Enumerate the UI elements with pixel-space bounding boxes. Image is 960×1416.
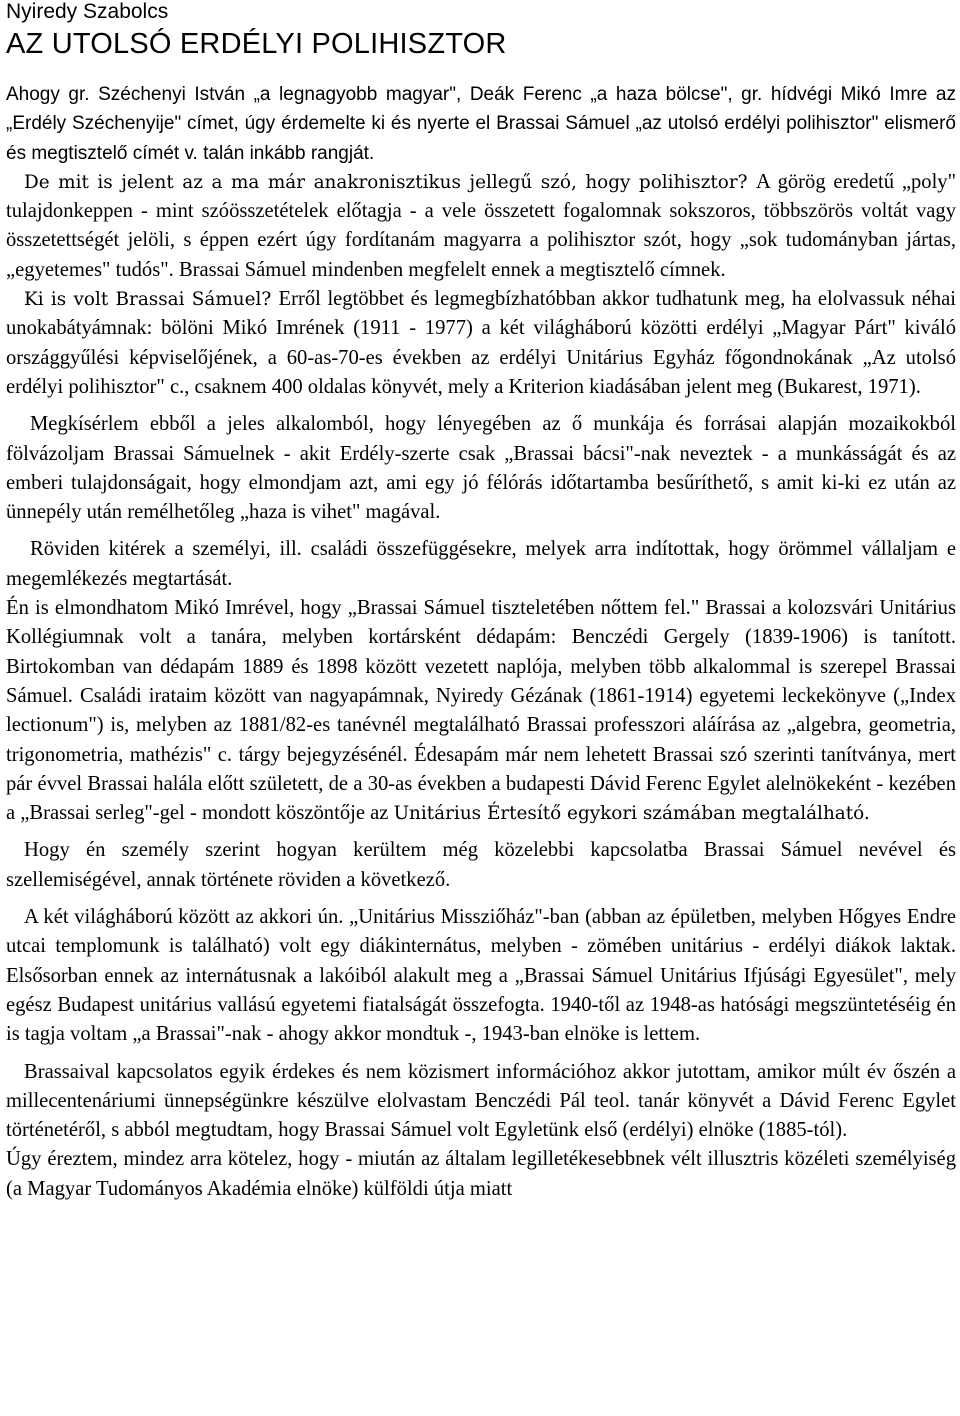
document-title: AZ UTOLSÓ ERDÉLYI POLIHISZTOR [6, 28, 507, 60]
paragraph-6 [6, 594, 956, 828]
author-name: Nyiredy Szabolcs [6, 0, 169, 23]
paragraph-1: Ahogy gr. Széchenyi István „a legnagyobb magyar", Deák Ferenc „a haza bölcse", gr. hídvégi Mikó Imre az „Erdély Széchenyije" címet, úgy érdemelte ki és nyerte el Brassai Sámuel „az utolsó erdélyi polihisztor" elismerő és megtisztelő címét v. talán inkább rangját. [6, 84, 956, 164]
paragraph-2-question: De mit is jelent az a ma már anakronisztikus jellegű szó, hogy polihisztor? [24, 171, 757, 193]
paragraph-10: Úgy éreztem, mindez arra kötelez, hogy - miután az általam legilletékesebbnek vélt illusztris közéleti személyiség (a Magyar Tudományos Akadémia elnöke) külföldi útja miatt [6, 1148, 956, 1200]
paragraph-7: Hogy én személy szerint hogyan kerültem még közelebbi kapcsolatba Brassai Sámuel nevével és szellemiségével, annak története röviden a következő. [6, 839, 956, 891]
paragraph-5: Röviden kitérek a személyi, ill. családi összefüggésekre, melyek arra indítottak, hogy örömmel vállaljam e megemlékezés megtartását. [6, 538, 956, 590]
document-page [6, 0, 956, 1204]
paragraph-3-body: Erről legtöbbet és legmegbízhatóbban akkor tudhatunk meg, ha elolvassuk néhai unokabátyámnak: bölöni Mikó Imrének (1911 - 1977) a két világháború közötti erdélyi „Magyar Párt" kiváló országgyűlési képviselőjének, a 60-as-70-es években az erdélyi Unitárius Egyház főgondnokának „Az utolsó erdélyi polihisztor" c., csaknem 400 oldalas könyvét, mely a Kriterion kiadásában jelent meg (Bukarest, 1971). [6, 288, 956, 398]
paragraph-9: Brassaival kapcsolatos egyik érdekes és nem közismert információhoz akkor jutottam, amikor múlt év őszén a millecentenáriumi ünnepségünkre készülve elolvastam Benczédi Pál teol. tanár könyvét a Dávid Ferenc Egylet történetéről, s abból megtudtam, hogy Brassai Sámuel volt Egyletünk első (erdélyi) elnöke (1885-tól). [6, 1060, 956, 1142]
paragraph-3-question: Ki is volt Brassai Sámuel? [24, 289, 279, 311]
paragraph-2 [6, 168, 956, 285]
paragraph-6-end: Unitárius Értesítő egykori számában megtalálható. [393, 803, 870, 825]
paragraph-3 [6, 285, 956, 402]
paragraph-2-body: A görög eredetű „poly" tulajdonkeppen - mint szóösszetételek előtagja - a vele összetett fogalomnak sokszoros, többszörös voltát vagy összetettségét jelöli, s éppen ezért úgy fordítanám magyarra a polihisztor szót, hogy „sok tudományban jártas, „egyetemes" tudós". [6, 170, 956, 281]
paragraph-4: Megkísérlem ebből a jeles alkalomból, hogy lényegében az ő munkája és forrásai alapján mozaikokból fölvázoljam Brassai Sámuelnek - akit Erdély-szerte csak „Brassai bácsi"-nak neveztek - a munkásságát és az emberi tulajdonságait, hogy elmondjam azt, ami egy jó félórás időtartamba besűríthető, s amit ki-ki ez után az ünnepély után remélhetőleg „haza is vihet" magával. [6, 413, 956, 524]
paragraph-8: A két világháború között az akkori ún. „Unitárius Missziőház"-ban (abban az épületben, melyben Hőgyes Endre utcai templomunk is található) volt egy diákinternátus, melyben - zömében unitárius - erdélyi diákok laktak. Elsősorban ennek az internátusnak a lakóiból alakult meg a „Brassai Sámuel Unitárius Ifjúsági Egyesület", mely egész Budapest unitárius vallású egyetemi fiatalságát összefogta. 1940-től az 1948-as hatósági megszüntetéséig én is tagja voltam „a Brassai"-nak - ahogy akkor mondtuk -, 1943-ban elnöke is lettem. [6, 906, 956, 1046]
paragraph-2-end: Brassai Sámuel mindenben megfelelt ennek a megtisztelő címnek. [178, 258, 726, 281]
paragraph-6-body: Én is elmondhatom Mikó Imrével, hogy „Brassai Sámuel tiszteletében nőttem fel." Brassai a kolozsvári Unitárius Kollégiumnak volt a tanára, melyben kortársként dédapám: Benczédi Gergely (1839-1906) is tanított. Birtokomban van dédapám 1889 és 1898 között vezetett naplója, melyben több alkalommal is szerepel Brassai Sámuel. Családi irataim között van nagyapámnak, Nyiredy Gézának (1861-1914) egyetemi leckekönyve („Index lectionum") is, melyben az 1881/82-es tanévnél megtalálható Brassai professzori aláírása az „algebra, geometria, trigonometria, mathézis" c. tárgy bejegyzésénél. Édesapám már nem lehetett Brassai szó szerinti tanítványa, mert pár évvel Brassai halála előtt született, de a 30-as években a budapesti Dávid Ferenc Egylet alelnökeként - kezében a „Brassai serleg"-gel - mondott köszöntője az [6, 597, 956, 825]
